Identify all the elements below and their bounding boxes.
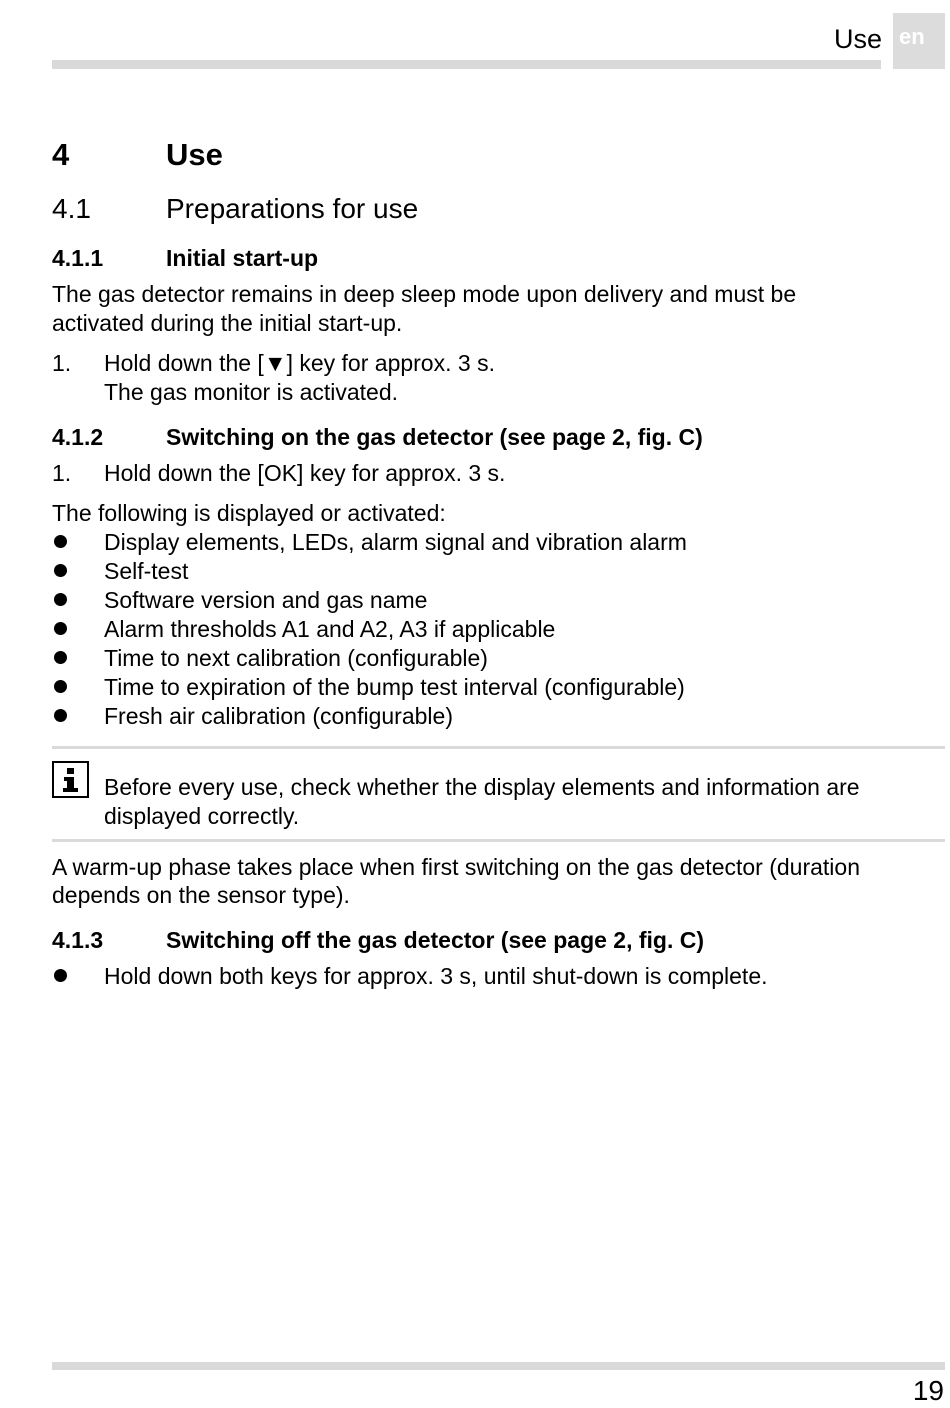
section-title: Preparations for use <box>166 193 419 224</box>
info-note-line: displayed correctly. <box>104 803 300 829</box>
bullet-dot <box>54 535 67 548</box>
page-number: 19 <box>912 1375 944 1406</box>
list-item: Hold down both keys for approx. 3 s, until shut-down is complete. <box>104 963 768 989</box>
step-result: The gas monitor is activated. <box>104 379 399 405</box>
info-icon <box>52 761 89 798</box>
subsection-title: Switching off the gas detector (see page 2, fig. C) <box>166 927 705 953</box>
list-item: Fresh air calibration (configurable) <box>104 703 453 729</box>
language-tab-label: en <box>899 24 925 49</box>
step-text: Hold down the [▼] key for approx. 3 s. <box>104 350 495 376</box>
chapter-title: Use <box>166 137 223 172</box>
paragraph-line: The gas detector remains in deep sleep mode upon delivery and must be <box>52 281 797 307</box>
bullet-dot <box>54 969 67 982</box>
list-item: Time to expiration of the bump test interval (configurable) <box>104 674 685 700</box>
step-number: 1. <box>52 350 72 376</box>
bullet-dot <box>54 709 67 722</box>
bullet-dot <box>54 564 67 577</box>
bullet-dot <box>54 680 67 693</box>
header-rule <box>52 60 881 69</box>
step-number: 1. <box>52 460 72 486</box>
paragraph-line: activated during the initial start-up. <box>52 310 403 336</box>
list-item: Software version and gas name <box>104 587 428 613</box>
step-text: Hold down the [OK] key for approx. 3 s. <box>104 460 506 486</box>
paragraph-line: A warm-up phase takes place when first switching on the gas detector (duration <box>52 854 860 880</box>
bullet-dot <box>54 651 67 664</box>
bullet-dot <box>54 622 67 635</box>
list-item: Alarm thresholds A1 and A2, A3 if applicable <box>104 616 556 642</box>
bullet-dot <box>54 593 67 606</box>
section-number: 4.1 <box>52 193 91 224</box>
language-tab <box>893 13 945 69</box>
subsection-number: 4.1.1 <box>52 245 104 271</box>
list-item: Time to next calibration (configurable) <box>104 645 488 671</box>
subsection-number: 4.1.3 <box>52 927 104 953</box>
running-header-title: Use <box>833 24 882 54</box>
info-note-line: Before every use, check whether the display elements and information are <box>104 774 860 800</box>
list-item: Self-test <box>104 558 189 584</box>
subsection-title: Initial start-up <box>166 245 319 271</box>
chapter-number: 4 <box>52 137 70 172</box>
subsection-number: 4.1.2 <box>52 424 104 450</box>
paragraph-line: depends on the sensor type). <box>52 882 350 908</box>
footer-rule <box>52 1362 945 1370</box>
info-rule-bottom <box>52 839 945 842</box>
list-intro: The following is displayed or activated: <box>52 500 446 526</box>
info-rule-top <box>52 746 945 749</box>
list-item: Display elements, LEDs, alarm signal and vibration alarm <box>104 529 687 555</box>
subsection-title: Switching on the gas detector (see page 2, fig. C) <box>166 424 703 450</box>
